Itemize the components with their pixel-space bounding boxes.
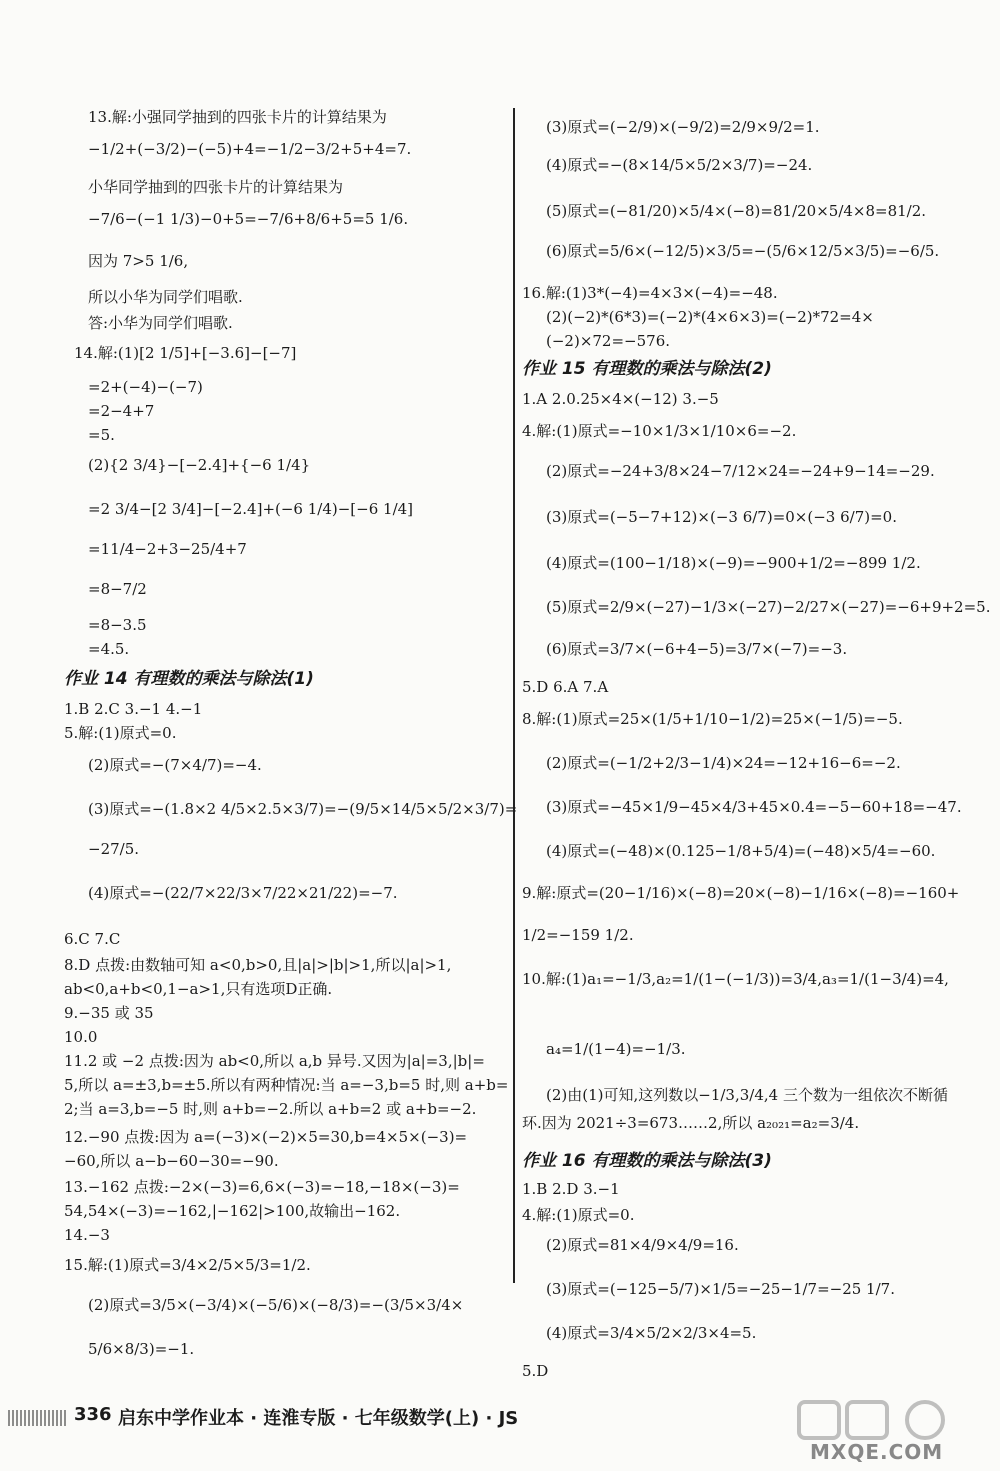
answer-line: 所以小华为同学们唱歌.	[88, 288, 243, 306]
answer-line: 11.2 或 −2 点拨:因为 ab<0,所以 a,b 异号.又因为|a|=3,|b|=	[64, 1052, 485, 1070]
answer-line: =8−7/2	[88, 580, 147, 598]
answer-line: =2−4+7	[88, 402, 155, 420]
answer-line: 4.解:(1)原式=0.	[522, 1206, 635, 1224]
answer-line: (6)原式=5/6×(−12/5)×3/5=−(5/6×12/5×3/5)=−6/5.	[546, 242, 940, 260]
answer-line: =5.	[88, 426, 115, 444]
column-divider	[513, 108, 515, 1283]
answer-line: (5)原式=(−81/20)×5/4×(−8)=81/20×5/4×8=81/2.	[546, 202, 927, 220]
answer-line: (2)由(1)可知,这列数以−1/3,3/4,4 三个数为一组依次不断循	[546, 1086, 948, 1104]
answer-line: −1/2+(−3/2)−(−5)+4=−1/2−3/2+5+4=7.	[88, 140, 412, 158]
answer-line: 10.0	[64, 1028, 98, 1046]
page-number: 336	[74, 1404, 112, 1425]
answer-line: 5,所以 a=±3,b=±5.所以有两种情况:当 a=−3,b=5 时,则 a+b=	[64, 1076, 509, 1094]
answer-line: (3)原式=(−5−7+12)×(−3 6/7)=0×(−3 6/7)=0.	[546, 508, 897, 526]
answer-line: 8.解:(1)原式=25×(1/5+1/10−1/2)=25×(−1/5)=−5.	[522, 710, 903, 728]
answer-line: 13.解:小强同学抽到的四张卡片的计算结果为	[88, 108, 387, 126]
answer-line: −7/6−(−1 1/3)−0+5=−7/6+8/6+5=5 1/6.	[88, 210, 409, 228]
answer-line: 环.因为 2021÷3=673……2,所以 a₂₀₂₁=a₂=3/4.	[522, 1114, 860, 1132]
book-title: 启东中学作业本 · 连淮专版 · 七年级数学(上) · JS	[118, 1408, 519, 1429]
answer-line: 15.解:(1)原式=3/4×2/5×5/3=1/2.	[64, 1256, 311, 1274]
watermark-text: MXQE.COM	[810, 1440, 944, 1464]
answer-line: ab<0,a+b<0,1−a>1,只有选项D正确.	[64, 980, 333, 998]
answer-line: 9.解:原式=(20−1/16)×(−8)=20×(−8)−1/16×(−8)=−160+	[522, 884, 960, 902]
answer-line: 8.D 点拨:由数轴可知 a<0,b>0,且|a|>|b|>1,所以|a|>1,	[64, 956, 452, 974]
answer-line: 4.解:(1)原式=−10×1/3×1/10×6=−2.	[522, 422, 797, 440]
section-heading: 作业 14 有理数的乘法与除法(1)	[64, 669, 314, 689]
barcode-decoration	[8, 1410, 68, 1426]
answer-line: (2)原式=−(7×4/7)=−4.	[88, 756, 262, 774]
section-heading: 作业 16 有理数的乘法与除法(3)	[522, 1151, 772, 1171]
answer-line: 1.B 2.C 3.−1 4.−1	[64, 700, 203, 718]
answer-line: 16.解:(1)3*(−4)=4×3×(−4)=−48.	[522, 284, 778, 302]
answer-line: −27/5.	[88, 840, 140, 858]
answer-line: 1.A 2.0.25×4×(−12) 3.−5	[522, 390, 719, 408]
answer-line: 2;当 a=3,b=−5 时,则 a+b=−2.所以 a+b=2 或 a+b=−2.	[64, 1100, 477, 1118]
answer-line: 54,54×(−3)=−162,|−162|>100,故输出−162.	[64, 1202, 401, 1220]
answer-line: (4)原式=−(22/7×22/3×7/22×21/22)=−7.	[88, 884, 398, 902]
answer-line: 因为 7>5 1/6,	[88, 252, 189, 270]
answer-line: =8−3.5	[88, 616, 147, 634]
answer-line: 1.B 2.D 3.−1	[522, 1180, 620, 1198]
answer-line: 5.D 6.A 7.A	[522, 678, 609, 696]
section-heading: 作业 15 有理数的乘法与除法(2)	[522, 359, 772, 379]
answer-line: =2+(−4)−(−7)	[88, 378, 203, 396]
answer-line: (4)原式=(−48)×(0.125−1/8+5/4)=(−48)×5/4=−60.	[546, 842, 936, 860]
answer-line: (2)原式=3/5×(−3/4)×(−5/6)×(−8/3)=−(3/5×3/4×	[88, 1296, 464, 1314]
answer-line: (−2)×72=−576.	[546, 332, 671, 350]
answer-line: 5.解:(1)原式=0.	[64, 724, 177, 742]
answer-line: (4)原式=−(8×14/5×5/2×3/7)=−24.	[546, 156, 813, 174]
answer-line: (2){2 3/4}−[−2.4]+{−6 1/4}	[88, 456, 311, 474]
answer-line: (6)原式=3/7×(−6+4−5)=3/7×(−7)=−3.	[546, 640, 848, 658]
answer-line: (3)原式=(−125−5/7)×1/5=−25−1/7=−25 1/7.	[546, 1280, 895, 1298]
answer-line: 5/6×8/3)=−1.	[88, 1340, 195, 1358]
answer-line: 小华同学抽到的四张卡片的计算结果为	[88, 178, 344, 196]
answer-line: =4.5.	[88, 640, 130, 658]
answer-line: (2)原式=81×4/9×4/9=16.	[546, 1236, 739, 1254]
answer-line: 1/2=−159 1/2.	[522, 926, 634, 944]
answer-line: (5)原式=2/9×(−27)−1/3×(−27)−2/27×(−27)=−6+9+2=5.	[546, 598, 991, 616]
answer-line: a₄=1/(1−4)=−1/3.	[546, 1040, 686, 1058]
answer-line: (3)原式=−45×1/9−45×4/3+45×0.4=−5−60+18=−47.	[546, 798, 962, 816]
answer-line: 14.−3	[64, 1226, 110, 1244]
answer-line: 5.D	[522, 1362, 549, 1380]
answer-line: −60,所以 a−b−60−30=−90.	[64, 1152, 279, 1170]
answer-line: (3)原式=−(1.8×2 4/5×2.5×3/7)=−(9/5×14/5×5/2×3/7)=	[88, 800, 518, 818]
answer-line: 13.−162 点拨:−2×(−3)=6,6×(−3)=−18,−18×(−3)=	[64, 1178, 460, 1196]
answer-line: (2)原式=−24+3/8×24−7/12×24=−24+9−14=−29.	[546, 462, 935, 480]
answer-line: 10.解:(1)a₁=−1/3,a₂=1/(1−(−1/3))=3/4,a₃=1/(1−3/4)=4,	[522, 970, 949, 988]
answer-line: 12.−90 点拨:因为 a=(−3)×(−2)×5=30,b=4×5×(−3)=	[64, 1128, 468, 1146]
answer-line: 9.−35 或 35	[64, 1004, 154, 1022]
answer-line: 14.解:(1)[2 1/5]+[−3.6]−[−7]	[74, 344, 297, 362]
answer-line: 答:小华为同学们唱歌.	[88, 314, 233, 332]
answer-line: (2)(−2)*(6*3)=(−2)*(4×6×3)=(−2)*72=4×	[546, 308, 874, 326]
answer-line: (4)原式=(100−1/18)×(−9)=−900+1/2=−899 1/2.	[546, 554, 921, 572]
answer-line: 6.C 7.C	[64, 930, 121, 948]
answer-line: (4)原式=3/4×5/2×2/3×4=5.	[546, 1324, 757, 1342]
answer-line: =11/4−2+3−25/4+7	[88, 540, 247, 558]
answer-line: (2)原式=(−1/2+2/3−1/4)×24=−12+16−6=−2.	[546, 754, 901, 772]
answer-line: (3)原式=(−2/9)×(−9/2)=2/9×9/2=1.	[546, 118, 820, 136]
answer-line: =2 3/4−[2 3/4]−[−2.4]+(−6 1/4)−[−6 1/4]	[88, 500, 414, 518]
